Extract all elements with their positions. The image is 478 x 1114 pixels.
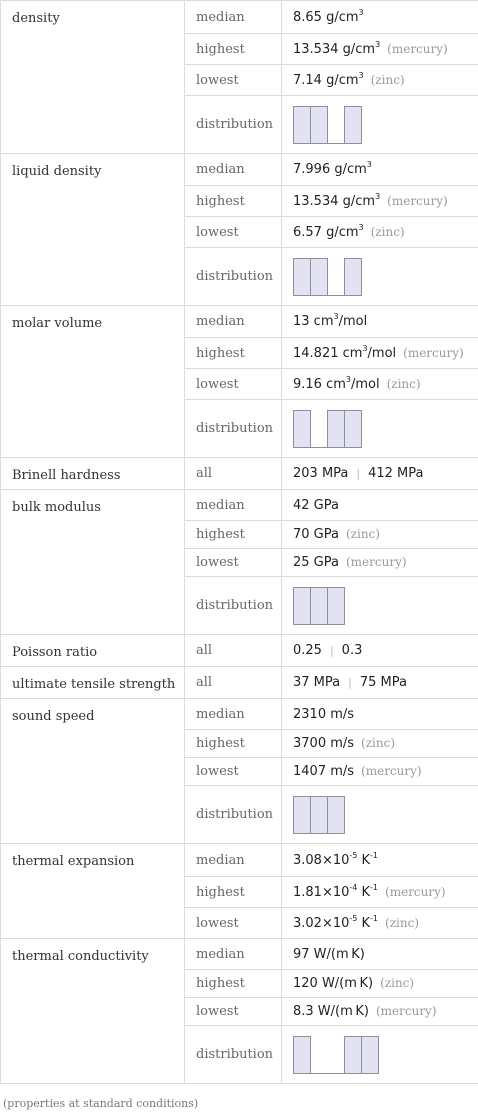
value-cell — [282, 758, 478, 786]
value-text: 97 W/(m K) — [293, 946, 365, 962]
value-text: 0.25 — [293, 643, 322, 658]
statistic-label: highest — [185, 521, 282, 549]
value-cell — [282, 338, 478, 369]
element-note: (mercury) — [375, 1004, 437, 1018]
footnote: (properties at standard conditions) — [3, 1097, 199, 1110]
histogram-bar — [345, 106, 362, 143]
value-text: 37 MPa — [293, 675, 341, 690]
element-note: (mercury) — [387, 41, 448, 56]
value-cell — [282, 844, 478, 877]
value-cell — [282, 667, 478, 699]
table-row — [1, 939, 478, 970]
value-cell — [282, 96, 478, 154]
table-row — [1, 306, 478, 338]
distribution-histogram — [293, 105, 365, 145]
value-exponent: 3 — [366, 160, 372, 169]
statistic-label: all — [185, 667, 282, 699]
histogram-bar — [345, 1036, 362, 1073]
value-cell — [282, 877, 478, 908]
property-name: ultimate tensile strength — [1, 667, 185, 699]
histogram-bar — [345, 258, 362, 295]
value-exponent: 3 — [358, 222, 364, 232]
property-name: density — [1, 1, 185, 154]
value-cell — [282, 65, 478, 96]
value-text: 13.534 g/cm — [293, 193, 376, 209]
distribution-histogram — [293, 257, 365, 297]
value-text: 25 GPa — [293, 555, 339, 570]
statistic-label: median — [185, 1, 282, 34]
value-exponent: -1 — [370, 882, 379, 892]
statistic-label: highest — [185, 877, 282, 908]
statistic-label: lowest — [185, 998, 282, 1026]
value-text: 2310 m/s — [293, 706, 355, 722]
statistic-label: distribution — [185, 400, 282, 458]
histogram-bar — [294, 258, 311, 295]
element-note: (mercury) — [403, 345, 464, 360]
statistic-label: highest — [185, 730, 282, 758]
value-text: 70 GPa — [293, 527, 339, 542]
value-cell — [282, 635, 478, 667]
value-cell — [282, 186, 478, 217]
element-note: (zinc) — [345, 527, 380, 541]
value-cell — [282, 400, 478, 458]
statistic-label: median — [185, 154, 282, 186]
value-text: 1.81×10 — [293, 884, 350, 900]
histogram-bar — [311, 796, 328, 833]
value-text: 0.3 — [341, 643, 363, 658]
value-cell — [282, 521, 478, 549]
value-exponent: 3 — [362, 343, 368, 353]
statistic-label: distribution — [185, 248, 282, 306]
histogram-bar — [294, 1036, 311, 1073]
element-note: (zinc) — [361, 736, 396, 750]
distribution-histogram — [293, 409, 365, 449]
histogram-bar — [294, 587, 311, 624]
distribution-histogram — [293, 586, 348, 626]
statistic-label: highest — [185, 970, 282, 998]
element-note: (mercury) — [361, 764, 422, 778]
value-text: 3.02×10 — [293, 915, 350, 931]
statistic-label: lowest — [185, 369, 282, 400]
value-cell — [282, 154, 478, 186]
value-exponent: 3 — [345, 374, 351, 384]
value-cell — [282, 549, 478, 577]
histogram-bar — [294, 410, 311, 447]
value-cell — [282, 998, 478, 1026]
statistic-label: median — [185, 490, 282, 521]
value-text: K — [357, 852, 371, 868]
statistic-label: lowest — [185, 65, 282, 96]
histogram-bar — [294, 106, 311, 143]
statistic-label: distribution — [185, 786, 282, 844]
value-cell — [282, 577, 478, 635]
value-cell — [282, 217, 478, 248]
table-row — [1, 154, 478, 186]
element-note: (zinc) — [380, 976, 415, 990]
value-exponent: -4 — [349, 882, 358, 892]
value-cell — [282, 939, 478, 970]
value-text: 7.996 g/cm — [293, 162, 367, 177]
histogram-bar — [362, 1036, 379, 1073]
value-text: K — [357, 884, 371, 900]
statistic-label: median — [185, 844, 282, 877]
value-exponent: 3 — [375, 39, 381, 49]
list-separator: | — [348, 676, 352, 689]
value-text: /mol — [338, 314, 368, 329]
value-cell — [282, 34, 478, 65]
histogram-bar — [328, 587, 345, 624]
value-cell — [282, 908, 478, 939]
statistic-label: lowest — [185, 758, 282, 786]
value-cell — [282, 248, 478, 306]
value-text: 1407 m/s — [293, 764, 355, 779]
value-text: 6.57 g/cm — [293, 224, 359, 240]
value-text: 412 MPa — [368, 466, 424, 481]
value-exponent: -1 — [370, 850, 379, 860]
table-row — [1, 844, 478, 877]
table-row — [1, 699, 478, 730]
value-text: K — [357, 915, 371, 931]
value-text: 120 W/(m K) — [293, 976, 374, 991]
statistic-label: median — [185, 939, 282, 970]
value-text: 8.3 W/(m K) — [293, 1004, 369, 1019]
histogram-bar — [345, 410, 362, 447]
value-exponent: 3 — [358, 70, 364, 80]
element-note: (mercury) — [387, 193, 448, 208]
distribution-histogram — [293, 1035, 382, 1075]
statistic-label: all — [185, 635, 282, 667]
list-separator: | — [356, 467, 361, 480]
element-note: (zinc) — [370, 224, 405, 239]
value-exponent: -5 — [349, 913, 358, 923]
histogram-bar — [311, 587, 328, 624]
statistic-label: distribution — [185, 577, 282, 635]
value-text: 13.534 g/cm — [293, 41, 376, 57]
value-text: /mol — [350, 376, 380, 392]
value-cell — [282, 730, 478, 758]
statistic-label: median — [185, 306, 282, 338]
value-text: 8.65 g/cm — [293, 9, 359, 25]
value-cell — [282, 1, 478, 34]
value-cell — [282, 458, 478, 490]
value-text: 13 cm — [293, 314, 334, 329]
value-cell — [282, 970, 478, 998]
value-cell — [282, 1026, 478, 1084]
statistic-label: lowest — [185, 217, 282, 248]
value-text: 3.08×10 — [293, 852, 350, 868]
statistic-label: distribution — [185, 1026, 282, 1084]
statistic-label: highest — [185, 34, 282, 65]
histogram-bar — [311, 258, 328, 295]
value-text: 42 GPa — [293, 497, 339, 513]
table-row — [1, 1, 478, 34]
histogram-bar — [311, 106, 328, 143]
value-cell — [282, 786, 478, 844]
table-row — [1, 667, 478, 699]
value-text: /mol — [367, 345, 397, 361]
table-row — [1, 458, 478, 490]
histogram-bar — [328, 410, 345, 447]
value-cell — [282, 490, 478, 521]
property-name: Poisson ratio — [1, 635, 185, 667]
element-note: (mercury) — [345, 555, 407, 569]
list-separator: | — [329, 644, 334, 657]
value-exponent: 3 — [358, 7, 364, 17]
distribution-histogram — [293, 795, 348, 835]
statistic-label: all — [185, 458, 282, 490]
table-row — [1, 635, 478, 667]
histogram-bar — [294, 796, 311, 833]
statistic-label: highest — [185, 186, 282, 217]
property-name: molar volume — [1, 306, 185, 458]
property-name: Brinell hardness — [1, 458, 185, 490]
value-cell — [282, 369, 478, 400]
element-note: (zinc) — [370, 72, 405, 87]
value-text: 9.16 cm — [293, 376, 346, 392]
table-row — [1, 490, 478, 521]
element-note: (mercury) — [385, 884, 446, 899]
value-exponent: 3 — [375, 191, 381, 201]
value-text: 75 MPa — [359, 675, 407, 690]
statistic-label: lowest — [185, 549, 282, 577]
value-cell — [282, 699, 478, 730]
value-text: 3700 m/s — [293, 736, 355, 751]
value-exponent: -1 — [370, 913, 379, 923]
value-text: 14.821 cm — [293, 345, 363, 361]
property-name: thermal conductivity — [1, 939, 185, 1084]
property-name: liquid density — [1, 154, 185, 306]
value-text: 203 MPa — [293, 466, 349, 481]
element-note: (zinc) — [385, 915, 420, 930]
property-name: bulk modulus — [1, 490, 185, 635]
statistic-label: distribution — [185, 96, 282, 154]
property-name: sound speed — [1, 699, 185, 844]
statistic-label: median — [185, 699, 282, 730]
value-exponent: 3 — [333, 312, 339, 321]
histogram-bar — [328, 796, 345, 833]
value-text: 7.14 g/cm — [293, 72, 359, 88]
property-name: thermal expansion — [1, 844, 185, 939]
value-cell — [282, 306, 478, 338]
element-note: (zinc) — [386, 376, 421, 391]
statistic-label: highest — [185, 338, 282, 369]
value-exponent: -5 — [349, 850, 358, 860]
statistic-label: lowest — [185, 908, 282, 939]
